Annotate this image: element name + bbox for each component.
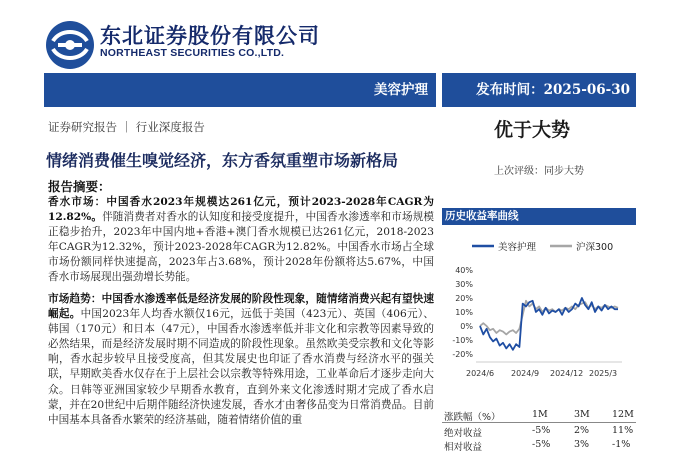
table-cell: 2% [574,425,590,436]
return-chart [442,226,636,386]
paragraph-trend-body: 中国2023年人均香水额仅16元，远低于美国（423元）、英国（406元）、韩国（170元）和日本（47元），中国香水渗透率低并非文化和宗教等因素导致的必然结果，而是经济发展时期不同造成的阶段性现象。虽然欧美受宗教和文化等影响，香水起步较早且接受度高，但其发展史也印证了香水消费与经济水平的强关联，早期欧美香水仅存在于上层社会以宗教等特殊用途，工业革命后才逐步走向大众。日韩等亚洲国家较少早期香水教育，直到外来文化渗透时期才完成了香水启蒙，并在20世纪中后期伴随经济快速发展，香水才由奢侈品变为日常消费品。目前中国基本具备香水繁荣的经济基础，随着情绪价值的重 [48,308,434,426]
series-line-沪深300 [480,301,618,335]
header-cell: 12M [612,409,634,420]
x-tick-label: 2024/9 [511,369,540,378]
x-tick-label: 2025/3 [589,369,618,378]
company-name-cn: 东北证券股份有限公司 [100,24,320,48]
y-tick-label: -10% [452,336,473,345]
table-cell: -1% [612,439,631,450]
legend-label-beauty: 美容护理 [498,242,537,253]
report-title: 情绪消费催生嗅觉经济，东方香氛重塑市场新格局 [46,151,399,170]
y-tick-label: 20% [455,294,473,303]
publish-date-banner: 发布时间：2025-06-30 [442,73,636,107]
summary-heading: 报告摘要： [48,179,111,194]
x-tick-label: 2024/12 [550,369,584,378]
header-cell: 涨跌幅（%） [444,412,501,423]
paragraph-market-lead: 香水市场：中国香水2023年规模达261亿元，预计2023-2028年CAGR为12.82%。 [48,196,434,224]
table-cell: 绝对收益 [444,428,483,439]
chart-header: 历史收益率曲线 [442,208,636,225]
y-tick-label: -20% [452,350,473,359]
table-cell: 相对收益 [444,442,483,453]
chart-legend [472,241,613,253]
x-tick-label: 2024/6 [466,369,495,378]
company-name-en: NORTHEAST SECURITIES CO.,LTD. [100,47,285,59]
sector-banner [44,73,436,107]
header-cell: 3M [574,409,590,420]
y-tick-label: 0% [460,322,473,331]
y-tick-label: 10% [455,308,473,317]
y-tick-label: 30% [455,280,473,289]
paragraph-market-body: 伴随消费者对香水的认知度和接受度提升，中国香水渗透率和市场规模正稳步抬升，2023年中国内地+香港+澳门香水规模已达261亿元，2018-2023年CAGR为12.32%，预计2023-2028年CAGR为12.82%。中国香水市场占全球市场份额同样快速提高，2023年占3.68%，预计2028年份额将达5.67%，中国香水市场展现出强劲增长势能。 [48,211,434,284]
previous-rating: 上次评级：同步大势 [494,166,584,177]
paragraph-trend [48,292,434,428]
series-line-美容护理 [480,298,618,350]
table-cell: -5% [532,439,551,450]
table-cell: 3% [574,439,590,450]
header-cell: 1M [532,409,548,420]
table-cell: -5% [532,425,551,436]
breadcrumb: 证券研究报告 ｜ 行业深度报告 [48,120,205,134]
rating: 优于大势 [494,119,571,141]
y-tick-label: 40% [455,266,473,275]
sector-label: 美容护理 [374,82,428,98]
table-cell: 11% [612,425,634,436]
company-logo [44,19,96,71]
paragraph-trend-lead: 市场趋势：中国香水渗透率低是经济发展的阶段性现象，随情绪消费兴起有望快速崛起。 [48,293,434,321]
legend-label-hs300: 沪深300 [576,242,614,253]
paragraph-market [48,195,434,286]
